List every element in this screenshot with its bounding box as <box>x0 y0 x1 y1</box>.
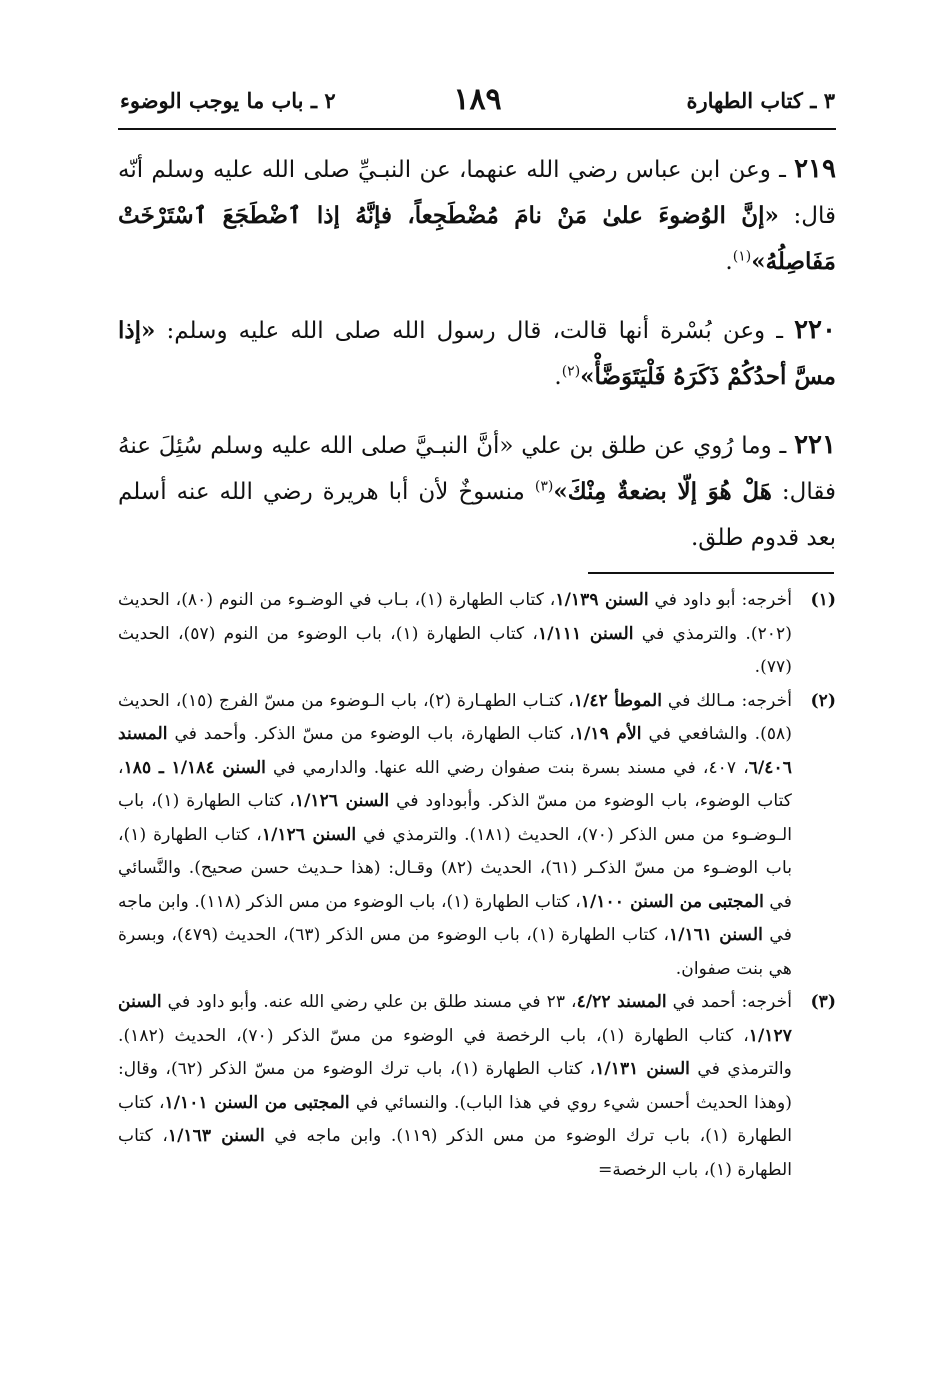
footnote-text: ، كتاب الطهارة (١)، باب ترك الوضوء من مسّ الذكر (٦٢)، وقال: (وهذا الحديث أحسن شيء روي في هذا الباب). والنسائي في <box>118 1059 792 1113</box>
footnote-source: السنن ١/١٦٣ <box>167 1126 265 1146</box>
hadith-end: . <box>554 364 562 390</box>
footnote-source: السنن ١/١٣١ <box>595 1059 690 1079</box>
footnote-text: ، كتاب الطهارة (١)، باب الوضوء من مس الذكر (٦٣)، الحديث (٤٧٩)، وبسرة هي بنت صفوان. <box>118 925 792 979</box>
hadith-intro: وما رُوي عن طلق بن علي «أنَّ النبـيَّ صلى الله عليه وسلم سُئِلَ عنهُ فقال: <box>118 433 836 505</box>
footnote-1 <box>118 584 836 685</box>
footnote-3 <box>118 986 836 1187</box>
hadith-220 <box>118 307 836 400</box>
footnote-number: (٣) <box>810 992 836 1012</box>
footnote-text: ، كتاب الطهارة (١)، باب الرخصة في الوضوء من مسّ الذكر (٧٠)، الحديث (١٨٢). والترمذي في <box>118 1025 792 1079</box>
footnote-source: السنن ١/١٢٦ <box>261 824 357 845</box>
hadith-number: ٢٢٠ <box>794 315 836 345</box>
footnotes <box>118 584 836 1187</box>
footnote-text: ، ٤٠٧، في مسند بسرة بنت صفوان رضي الله عنها. والدارمي في <box>265 757 749 778</box>
footnote-ref: (٣) <box>534 478 554 495</box>
page-number: ١٨٩ <box>453 82 502 117</box>
footnote-text: أخرجه: مـالك في <box>662 690 792 711</box>
footnote-text: ، كتاب الطهارة (١)، باب الرخصة= <box>118 1126 792 1180</box>
section-title: ٢ ـ باب ما يوجب الوضوء <box>120 88 336 113</box>
footnote-ref: (١) <box>732 248 752 265</box>
hadith-intro: وعن بُسْرة أنها قالت، قال رسول الله صلى الله عليه وسلم: <box>155 318 766 344</box>
footnote-source: المجتبى من السنن ١/١٠١ <box>164 1092 350 1113</box>
main-text <box>118 146 836 583</box>
hadith-dash: ـ <box>770 157 795 183</box>
footnote-text: ، كتاب الطهارة (١)، باب الـوضـوء من مس الذكر (٧٠)، الحديث (١٨١). والترمذي في <box>118 791 792 845</box>
footnote-source: المسند ٤/٢٢ <box>576 992 667 1012</box>
hadith-quote: «إنَّ الوُضوءَ علىٰ مَنْ نامَ مُضْطَجِعاً، فإنَّهُ إذا ٱضْطَجَعَ ٱسْتَرْخَتْ مَفَاصِلُهُ» <box>118 202 836 275</box>
footnote-source: الموطأ ١/٤٢ <box>573 690 662 711</box>
footnote-source: السنن ١/١٨٤ ـ ١٨٥ <box>123 757 266 778</box>
hadith-dash: ـ <box>765 318 795 344</box>
footnote-ref: (٢) <box>561 363 581 380</box>
footnote-text: ، كتاب الطهارة (١)، باب الوضوء من النوم (٥٧)، الحديث (٧٧). <box>118 623 792 677</box>
hadith-quote: هَلْ هُوَ إلّا بضعةٌ مِنْكَ» <box>553 478 772 505</box>
footnote-text: أخرجه: أبو داود في <box>648 590 792 610</box>
footnote-text: ، كتاب الوضوء، باب الوضوء من مسّ الذكر. وأبوداود في <box>118 757 792 811</box>
hadith-number: ٢١٩ <box>794 154 836 184</box>
hadith-dash: ـ <box>771 433 795 459</box>
footnote-source: السنن ١/١٦١ <box>669 925 763 945</box>
footnote-source: السنن ١/١٢٧ <box>118 992 792 1046</box>
footnote-source: المسند ٦/٤٠٦ <box>118 724 792 778</box>
hadith-intro: وعن ابن عباس رضي الله عنهما، عن النبـيِّ صلى الله عليه وسلم أنّه قال: <box>118 157 836 229</box>
hadith-end: منسوخٌ لأن أبا هريرة رضي الله عنه أسلم بعد قدوم طلق. <box>118 479 836 551</box>
footnote-text: ، كتـاب الطهـارة (٢)، باب الـوضوء من مسّ الفرج (١٥)، الحديث (٥٨). والشافعي في <box>118 690 792 744</box>
hadith-quote: «إذا مسَّ أحدُكُمْ ذَكَرَهُ فَلْيَتَوَضَّأْ» <box>118 317 836 390</box>
footnote-2 <box>118 685 836 987</box>
hadith-number: ٢٢١ <box>794 430 836 460</box>
footnote-source: الأم ١/١٩ <box>574 724 642 744</box>
footnote-divider <box>588 572 834 574</box>
footnote-text: ، كتاب الطهارة (١)، باب الوضوء من مس الذكر (١١٨). وابن ماجه في <box>118 891 792 945</box>
footnote-source: السنن ١/١١١ <box>537 623 634 644</box>
header-divider <box>118 128 836 130</box>
footnote-source: السنن ١/١٣٩ <box>555 590 649 610</box>
hadith-219 <box>118 146 836 285</box>
footnote-text: ، ٢٣ في مسند طلق بن علي رضي الله عنه. وأبو داود في <box>161 992 577 1012</box>
hadith-221 <box>118 422 836 561</box>
footnote-text: ، كتاب الطهارة (١)، باب ترك الوضوء من مس الذكر (١١٩). وابن ماجه في <box>118 1092 792 1146</box>
chapter-title: ٣ ـ كتاب الطهارة <box>686 88 835 113</box>
running-header <box>120 82 835 126</box>
footnote-text: ، كتاب الطهارة (١)، باب الوضـوء من مسّ الذكـر (٦١)، الحديث (٨٢) وقـال: (هذا حـديث حسن صحيح). والنَّسائي في <box>118 824 792 912</box>
footnote-text: ، كتاب الطهارة (١)، بـاب في الوضـوء من النوم (٨٠)، الحديث (٢٠٢). والترمذي في <box>118 590 792 644</box>
footnote-text: أخرجه: أحمد في <box>666 992 792 1012</box>
footnote-number: (١) <box>810 590 836 610</box>
footnote-number: (٢) <box>810 690 836 711</box>
footnote-text: ، كتاب الطهارة، باب الوضوء من مسّ الذكر. وأحمد في <box>167 724 575 744</box>
footnote-source: المجتبى من السنن ١/١٠٠ <box>580 891 764 912</box>
hadith-end: . <box>725 249 733 275</box>
footnote-source: السنن ١/١٢٦ <box>294 791 390 811</box>
